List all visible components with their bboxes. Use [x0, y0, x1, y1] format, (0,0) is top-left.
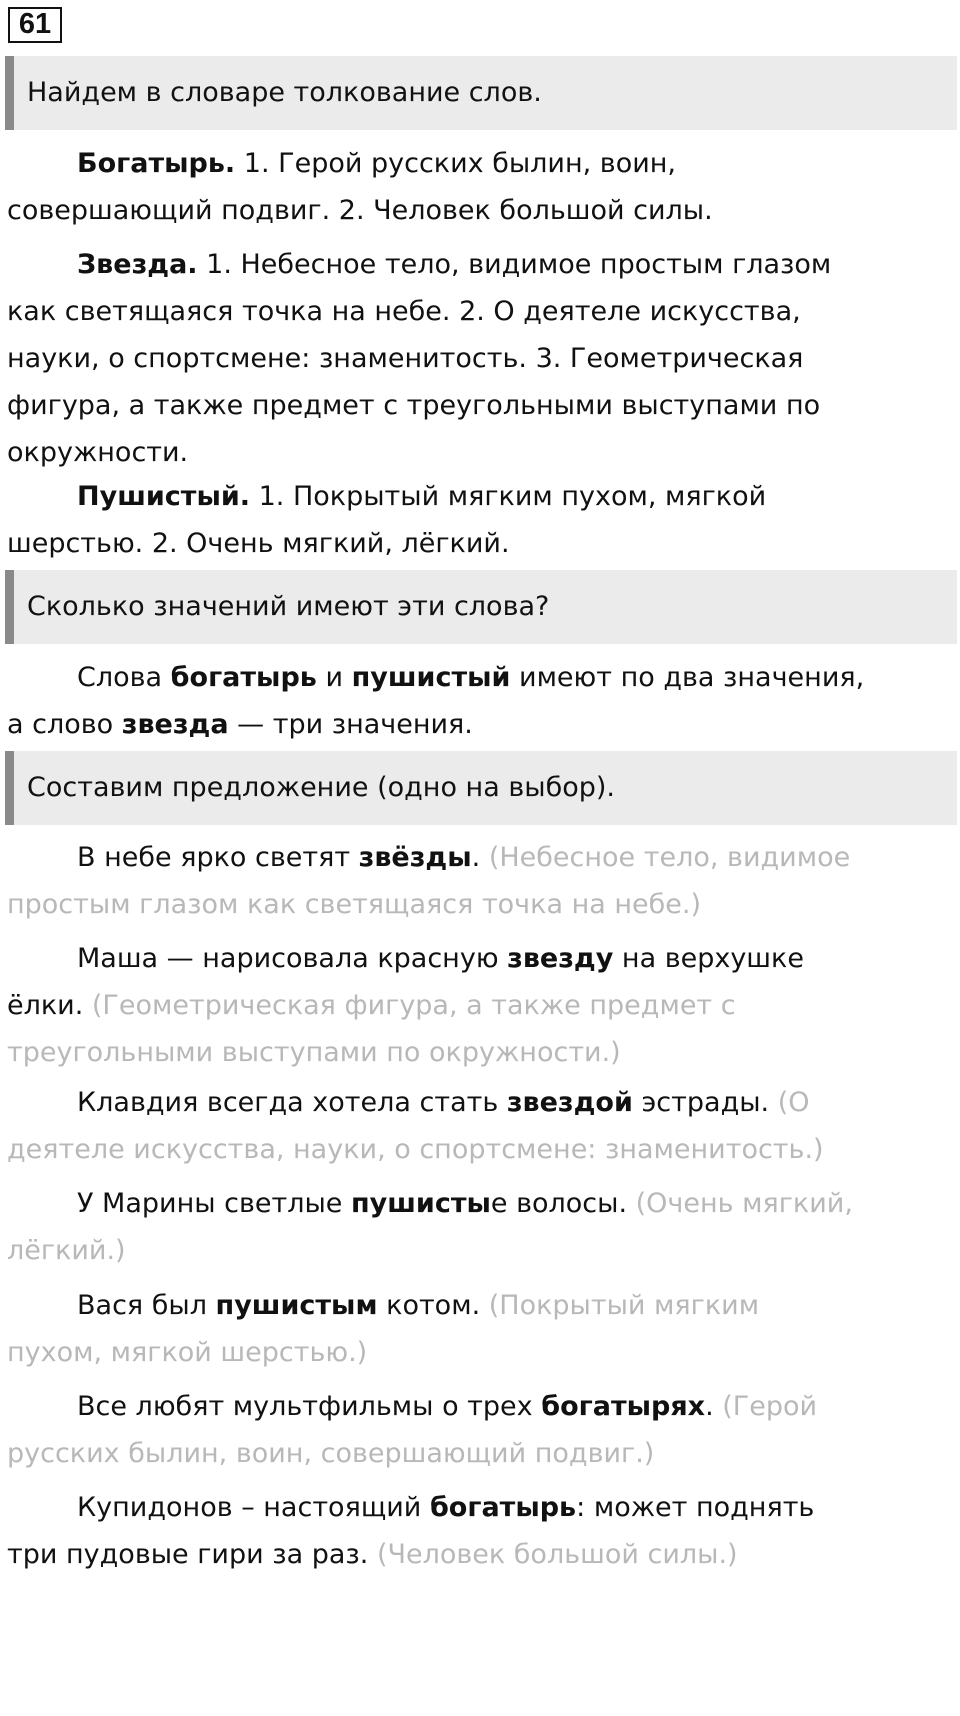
- sentence-item: Вася был пушистым котом. (Покрытый мягким пухом, мягкой шерстью.): [7, 1290, 760, 1368]
- term: Звезда.: [77, 249, 198, 280]
- sentence-item: Все любят мультфильмы о трех богатырях. (Герой русских былин, воин, совершающий подвиг.): [7, 1391, 818, 1469]
- sentence-item: У Марины светлые пушистые волосы. (Очень мягкий, лёгкий.): [7, 1188, 853, 1266]
- sentence-item: В небе ярко светят звёзды. (Небесное тело, видимое простым глазом как светящаяся точка на небе.): [7, 842, 851, 920]
- section-heading-meanings: Сколько значений имеют эти слова?: [5, 570, 957, 644]
- sentence-item: Клавдия всегда хотела стать звездой эстрады. (О деятеле искусства, науки, о спортсмене: знаменитость.): [7, 1087, 824, 1165]
- sentence-item: Маша — нарисовала красную звезду на верхушке ёлки. (Геометрическая фигура, а также предмет с треугольными выступами по окружности.): [7, 943, 804, 1068]
- task-number-badge: 61: [8, 7, 62, 43]
- section-heading-sentences: Составим предложение (одно на выбор).: [5, 751, 957, 825]
- definition-bogatyr: Богатырь. 1. Герой русских былин, воин, совершающий подвиг. 2. Человек большой силы.: [7, 148, 713, 226]
- definition-zvezda: Звезда. 1. Небесное тело, видимое простым глазом как светящаяся точка на небе. 2. О деятеле искусства, науки, о спортсмене: знаменитость. 3. Геометрическая фигура, а также предмет с треугольными выступами по окружности.: [7, 249, 832, 468]
- definition-pushistyy: Пушистый. 1. Покрытый мягким пухом, мягкой шерстью. 2. Очень мягкий, лёгкий.: [7, 481, 767, 559]
- sentence-item: Купидонов – настоящий богатырь: может поднять три пудовые гири за раз. (Человек большой силы.): [7, 1492, 815, 1570]
- meanings-answer: Слова богатырь и пушистый имеют по два значения, а слово звезда — три значения.: [7, 662, 865, 740]
- term: Богатырь.: [77, 148, 236, 179]
- term: Пушистый.: [77, 481, 251, 512]
- section-heading-dictionary: Найдем в словаре толкование слов.: [5, 56, 957, 130]
